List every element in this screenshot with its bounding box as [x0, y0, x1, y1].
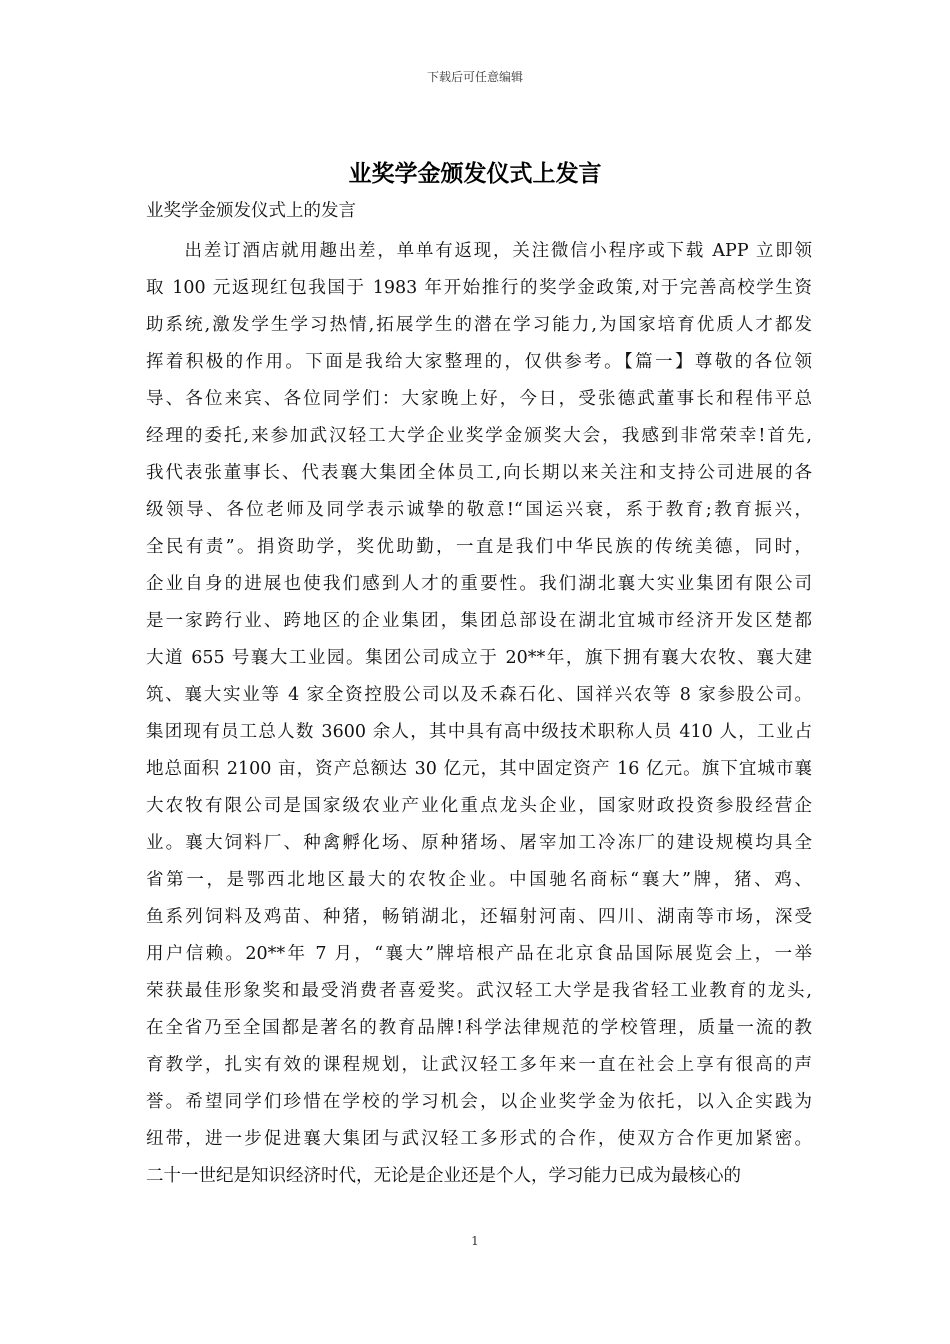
body-line: 在全省乃至全国都是著名的教育品牌!科学法律规范的学校管理，质量一流的教 [146, 1018, 812, 1038]
body-line: 荣获最佳形象奖和最受消费者喜爱奖。武汉轻工大学是我省轻工业教育的龙头, [146, 981, 812, 1001]
body-line: 企业自身的进展也使我们感到人才的重要性。我们湖北襄大实业集团有限公司 [146, 574, 812, 594]
body-line: 筑、襄大实业等 4 家全资控股公司以及禾森石化、国祥兴农等 8 家参股公司。 [146, 685, 812, 705]
body-line: 我代表张董事长、代表襄大集团全体员工,向长期以来关注和支持公司进展的各 [146, 463, 812, 483]
body-line: 助系统,激发学生学习热情,拓展学生的潜在学习能力,为国家培育优质人才都发 [146, 315, 812, 335]
body-line: 取 100 元返现红包我国于 1983 年开始推行的奖学金政策,对于完善高校学生资 [146, 278, 812, 298]
body-line: 纽带，进一步促进襄大集团与武汉轻工多形式的合作，使双方合作更加紧密。 [146, 1129, 812, 1149]
document-title: 业奖学金颁发仪式上发言 [348, 160, 602, 187]
body-line: 挥着积极的作用。下面是我给大家整理的，仅供参考。【篇一】尊敬的各位领 [146, 352, 812, 372]
body-line: 全民有责”。捐资助学，奖优助勤，一直是我们中华民族的传统美德，同时， [146, 537, 812, 557]
body-line: 集团现有员工总人数 3600 余人，其中具有高中级技术职称人员 410 人，工业占 [146, 722, 812, 742]
body-text [146, 236, 812, 1198]
page-number: 1 [471, 1234, 479, 1248]
body-line: 出差订酒店就用趣出差，单单有返现，关注微信小程序或下载 APP 立即领 [146, 241, 812, 261]
body-line: 经理的委托,来参加武汉轻工大学企业奖学金颁奖大会，我感到非常荣幸!首先, [146, 426, 812, 446]
body-line: 导、各位来宾、各位同学们：大家晚上好，今日，受张德武董事长和程伟平总 [146, 389, 812, 409]
body-line: 级领导、各位老师及同学表示诚挚的敬意!“国运兴衰，系于教育;教育振兴， [146, 500, 812, 520]
body-line: 大道 655 号襄大工业园。集团公司成立于 20**年，旗下拥有襄大农牧、襄大建 [146, 648, 812, 668]
body-line: 业。襄大饲料厂、种禽孵化场、原种猪场、屠宰加工冷冻厂的建设规模均具全 [146, 833, 812, 853]
body-line: 二十一世纪是知识经济时代，无论是企业还是个人，学习能力已成为最核心的 [146, 1166, 741, 1186]
body-line: 用户信赖。20**年 7 月，“襄大”牌培根产品在北京食品国际展览会上，一举 [146, 944, 812, 964]
body-line: 省第一，是鄂西北地区最大的农牧企业。中国驰名商标“襄大”牌，猪、鸡、 [146, 870, 812, 890]
body-line: 育教学，扎实有效的课程规划，让武汉轻工多年来一直在社会上享有很高的声 [146, 1055, 812, 1075]
body-line: 鱼系列饲料及鸡苗、种猪，畅销湖北，还辐射河南、四川、湖南等市场，深受 [146, 907, 812, 927]
body-line: 大农牧有限公司是国家级农业产业化重点龙头企业，国家财政投资参股经营企 [146, 796, 812, 816]
body-line: 誉。希望同学们珍惜在学校的学习机会，以企业奖学金为依托，以入企实践为 [146, 1092, 812, 1112]
page-header-note: 下载后可任意编辑 [426, 70, 523, 84]
document-subtitle: 业奖学金颁发仪式上的发言 [146, 201, 356, 221]
body-line: 是一家跨行业、跨地区的企业集团，集团总部设在湖北宜城市经济开发区楚都 [146, 611, 812, 631]
body-line: 地总面积 2100 亩，资产总额达 30 亿元，其中固定资产 16 亿元。旗下宜城市襄 [146, 759, 812, 779]
